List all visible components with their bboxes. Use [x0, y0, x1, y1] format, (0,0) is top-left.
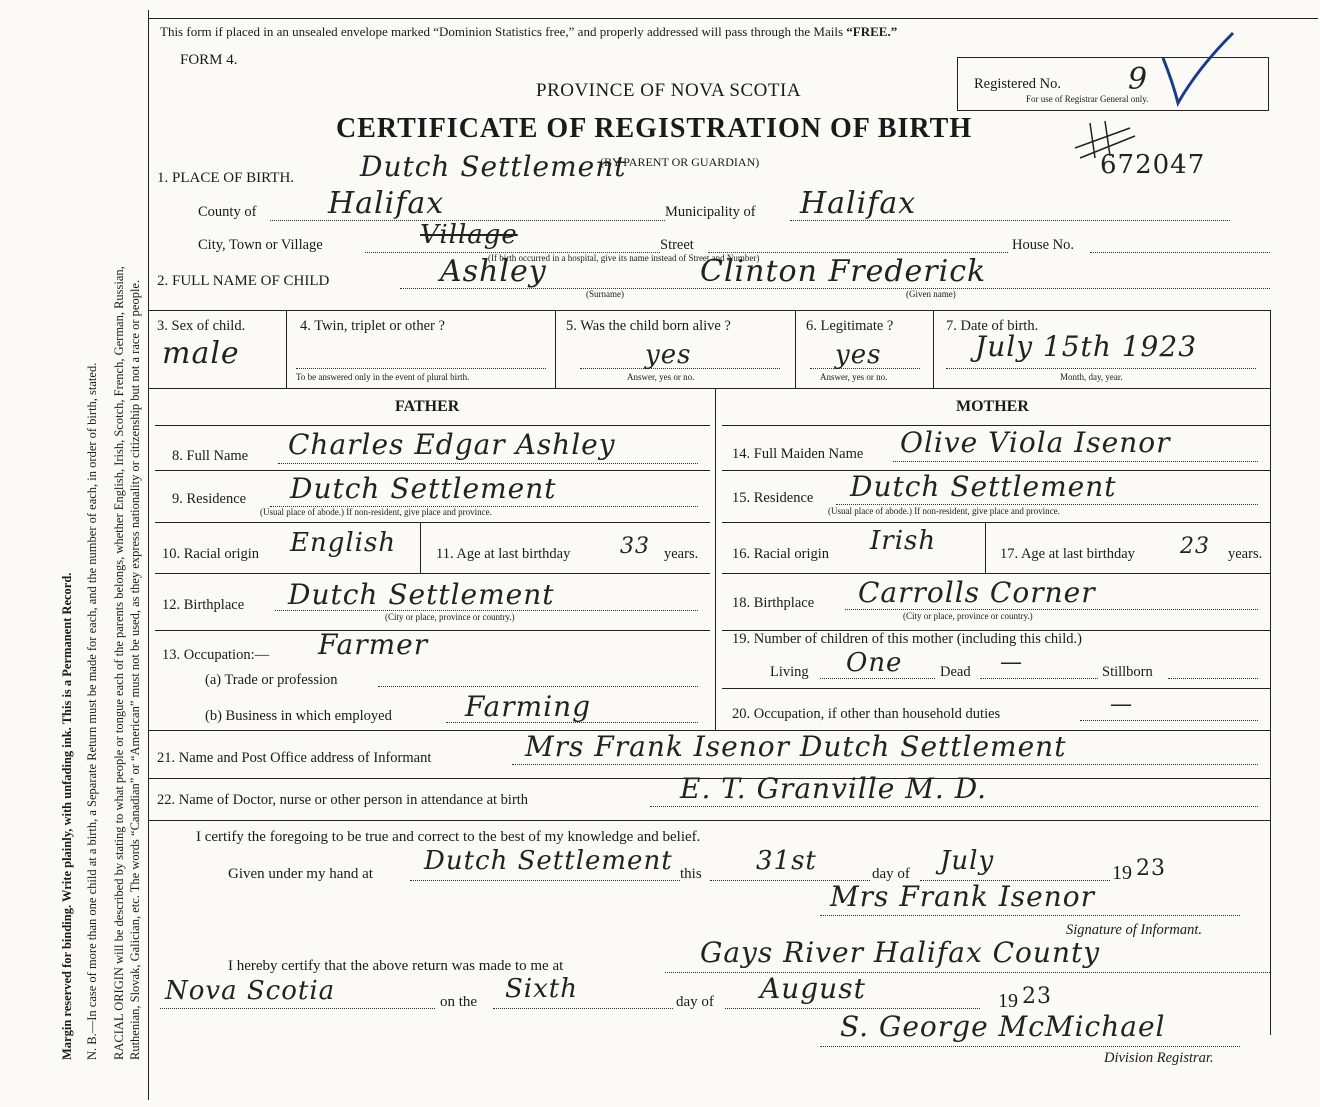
father-occupation: Farmer: [318, 628, 429, 661]
twin-note: To be answered only in the event of plural birth.: [296, 372, 470, 382]
mother-residence-note: (Usual place of abode.) If non-resident, give place and province.: [828, 506, 1060, 516]
mother-racial-label: 16. Racial origin: [732, 546, 830, 562]
alive-value: yes: [645, 340, 692, 370]
child-surname: Ashley: [440, 254, 547, 289]
dead-value: —: [1000, 650, 1023, 675]
registered-box: [957, 57, 1269, 111]
county-value: Halifax: [328, 186, 445, 221]
father-name: Charles Edgar Ashley: [288, 428, 616, 461]
mailing-notice: This form if placed in an unsealed envelope marked “Dominion Statistics free,” and properly addressed will pass through the Mails “FREE.”: [160, 24, 898, 39]
crossed-out-mark-icon: [1070, 118, 1140, 163]
father-birthplace-label: 12. Birthplace: [162, 597, 245, 613]
cert-day: 31st: [756, 846, 817, 876]
father-age-label: 11. Age at last birthday: [436, 546, 571, 562]
subtitle: (BY PARENT OR GUARDIAN): [600, 155, 760, 169]
twin-label: 4. Twin, triplet or other ?: [300, 318, 445, 334]
side-note-racial-origin-1: RACIAL ORIGIN will be described by stating to what people or tongue each of the parents belongs, whether English, Irish, Scotch, French, German, Russian,: [112, 266, 126, 1060]
mother-birthplace-label: 18. Birthplace: [732, 595, 815, 611]
registrar-day: Sixth: [505, 974, 578, 1004]
mother-birthplace: Carrolls Corner: [858, 576, 1096, 609]
registrar-year: 23: [1022, 984, 1052, 1009]
mother-age: 23: [1180, 534, 1210, 559]
page-title: CERTIFICATE OF REGISTRATION OF BIRTH: [336, 113, 973, 144]
province-heading: PROVINCE OF NOVA SCOTIA: [536, 80, 802, 101]
doctor-label: 22. Name of Doctor, nurse or other person in attendance at birth: [157, 792, 529, 808]
certification-statement: I certify the foregoing to be true and correct to the best of my knowledge and belief.: [196, 829, 701, 845]
father-occupation-label: 13. Occupation:—: [162, 647, 270, 663]
registrar-signature: S. George McMichael: [840, 1010, 1166, 1043]
given-name-note: (Given name): [906, 289, 956, 299]
dead-label: Dead: [940, 664, 971, 680]
cert-year: 23: [1136, 856, 1166, 881]
informant-signature-label: Signature of Informant.: [1066, 922, 1203, 938]
registrar-place: Gays River Halifax County: [700, 936, 1101, 969]
side-note-binding: Margin reserved for binding. Write plainly, with unfading ink. This is a Permanent Record.: [60, 572, 74, 1060]
mother-occupation-label: 20. Occupation, if other than household duties: [732, 706, 1001, 722]
father-business: Farming: [465, 690, 592, 723]
informant-value: Mrs Frank Isenor Dutch Settlement: [525, 730, 1067, 763]
city-value: Village: [420, 220, 518, 250]
place-label: 1. PLACE OF BIRTH.: [157, 170, 295, 186]
dob-label: 7. Date of birth.: [946, 318, 1039, 334]
legitimate-value: yes: [835, 340, 882, 370]
father-residence-label: 9. Residence: [172, 491, 247, 507]
registrar-day-of-label: day of: [676, 994, 714, 1010]
side-note-multiple-births: N. B.—In case of more than one child at a birth, a Separate Return must be made for each, and the number of each, in order of birth, stated.: [85, 362, 99, 1060]
registrar-year-prefix: 19: [998, 990, 1018, 1012]
father-birthplace-note: (City or place, province or country.): [385, 612, 515, 622]
mother-residence: Dutch Settlement: [850, 470, 1117, 503]
father-racial: English: [290, 528, 397, 558]
mother-age-unit: years.: [1228, 546, 1263, 562]
doctor-value: E. T. Granville M. D.: [680, 772, 988, 805]
informant-signature: Mrs Frank Isenor: [830, 880, 1096, 913]
mother-racial: Irish: [870, 526, 937, 556]
father-age: 33: [620, 534, 650, 559]
registrar-on-label: on the: [440, 994, 478, 1010]
county-label: County of: [198, 204, 257, 220]
sex-value: male: [162, 336, 240, 371]
mother-residence-label: 15. Residence: [732, 490, 814, 506]
sex-label: 3. Sex of child.: [157, 318, 246, 334]
legitimate-label: 6. Legitimate ?: [806, 318, 894, 334]
alive-note: Answer, yes or no.: [627, 372, 695, 382]
mother-birthplace-note: (City or place, province or country.): [903, 611, 1033, 621]
registered-note: For use of Registrar General only.: [1026, 94, 1149, 104]
dob-note: Month, day, year.: [1060, 372, 1123, 382]
father-racial-label: 10. Racial origin: [162, 546, 260, 562]
registrar-place-2: Nova Scotia: [165, 976, 336, 1006]
mother-name-label: 14. Full Maiden Name: [732, 446, 864, 462]
father-birthplace: Dutch Settlement: [288, 578, 555, 611]
cert-month: July: [940, 846, 995, 876]
registrar-statement: I hereby certify that the above return was made to me at: [228, 958, 564, 974]
form-left-border: [148, 10, 149, 1100]
child-given-name: Clinton Frederick: [700, 254, 987, 289]
registered-label: Registered No.: [974, 76, 1061, 92]
given-label: Given under my hand at: [228, 866, 373, 882]
legitimate-note: Answer, yes or no.: [820, 372, 888, 382]
this-label: this: [680, 866, 702, 882]
registrar-month: August: [760, 972, 866, 1005]
mother-children-label: 19. Number of children of this mother (including this child.): [732, 631, 1082, 647]
cert-day-of-label: day of: [872, 866, 910, 882]
top-border: [148, 18, 1318, 19]
father-business-label: (b) Business in which employed: [205, 708, 392, 724]
father-age-unit: years.: [664, 546, 699, 562]
father-residence: Dutch Settlement: [290, 472, 557, 505]
stillborn-label: Stillborn: [1102, 664, 1153, 680]
mother-heading: MOTHER: [956, 398, 1029, 415]
side-note-racial-origin-2: Ruthenian, Slovak, Galician, etc. The words “Canadian” or “American” must not be used, as they express nationality or citizenship but not a race or people.: [128, 279, 142, 1060]
living-value: One: [846, 648, 903, 678]
city-label: City, Town or Village: [198, 237, 323, 253]
living-label: Living: [770, 664, 809, 680]
street-label: Street: [660, 237, 694, 253]
form-number: FORM 4.: [180, 52, 238, 68]
house-label: House No.: [1012, 237, 1075, 253]
alive-label: 5. Was the child born alive ?: [566, 318, 731, 334]
check-mark-icon: [1153, 28, 1243, 108]
cert-year-prefix: 19: [1112, 862, 1132, 884]
father-trade-label: (a) Trade or profession: [205, 672, 338, 688]
father-name-label: 8. Full Name: [172, 448, 249, 464]
municipality-label: Municipality of: [665, 204, 756, 220]
mother-occupation: —: [1110, 692, 1133, 717]
mother-name: Olive Viola Isenor: [900, 426, 1171, 459]
registrar-signature-label: Division Registrar.: [1104, 1050, 1214, 1066]
father-residence-note: (Usual place of abode.) If non-resident, give place and province.: [260, 507, 492, 517]
surname-note: (Surname): [586, 289, 624, 299]
mailing-free: “FREE.”: [846, 24, 898, 39]
father-heading: FATHER: [395, 398, 460, 415]
serial-number: 672047: [1100, 150, 1206, 180]
informant-label: 21. Name and Post Office address of Informant: [157, 750, 432, 766]
dob-value: July 15th 1923: [975, 330, 1198, 363]
given-place: Dutch Settlement: [424, 846, 673, 876]
street-note: (If birth occurred in a hospital, give its name instead of Street and Number): [488, 253, 760, 263]
place-value: Dutch Settlement: [360, 150, 627, 183]
mother-age-label: 17. Age at last birthday: [1000, 546, 1135, 562]
municipality-value: Halifax: [800, 186, 917, 221]
registered-value: 9: [1128, 62, 1149, 97]
child-name-label: 2. FULL NAME OF CHILD: [157, 273, 330, 289]
